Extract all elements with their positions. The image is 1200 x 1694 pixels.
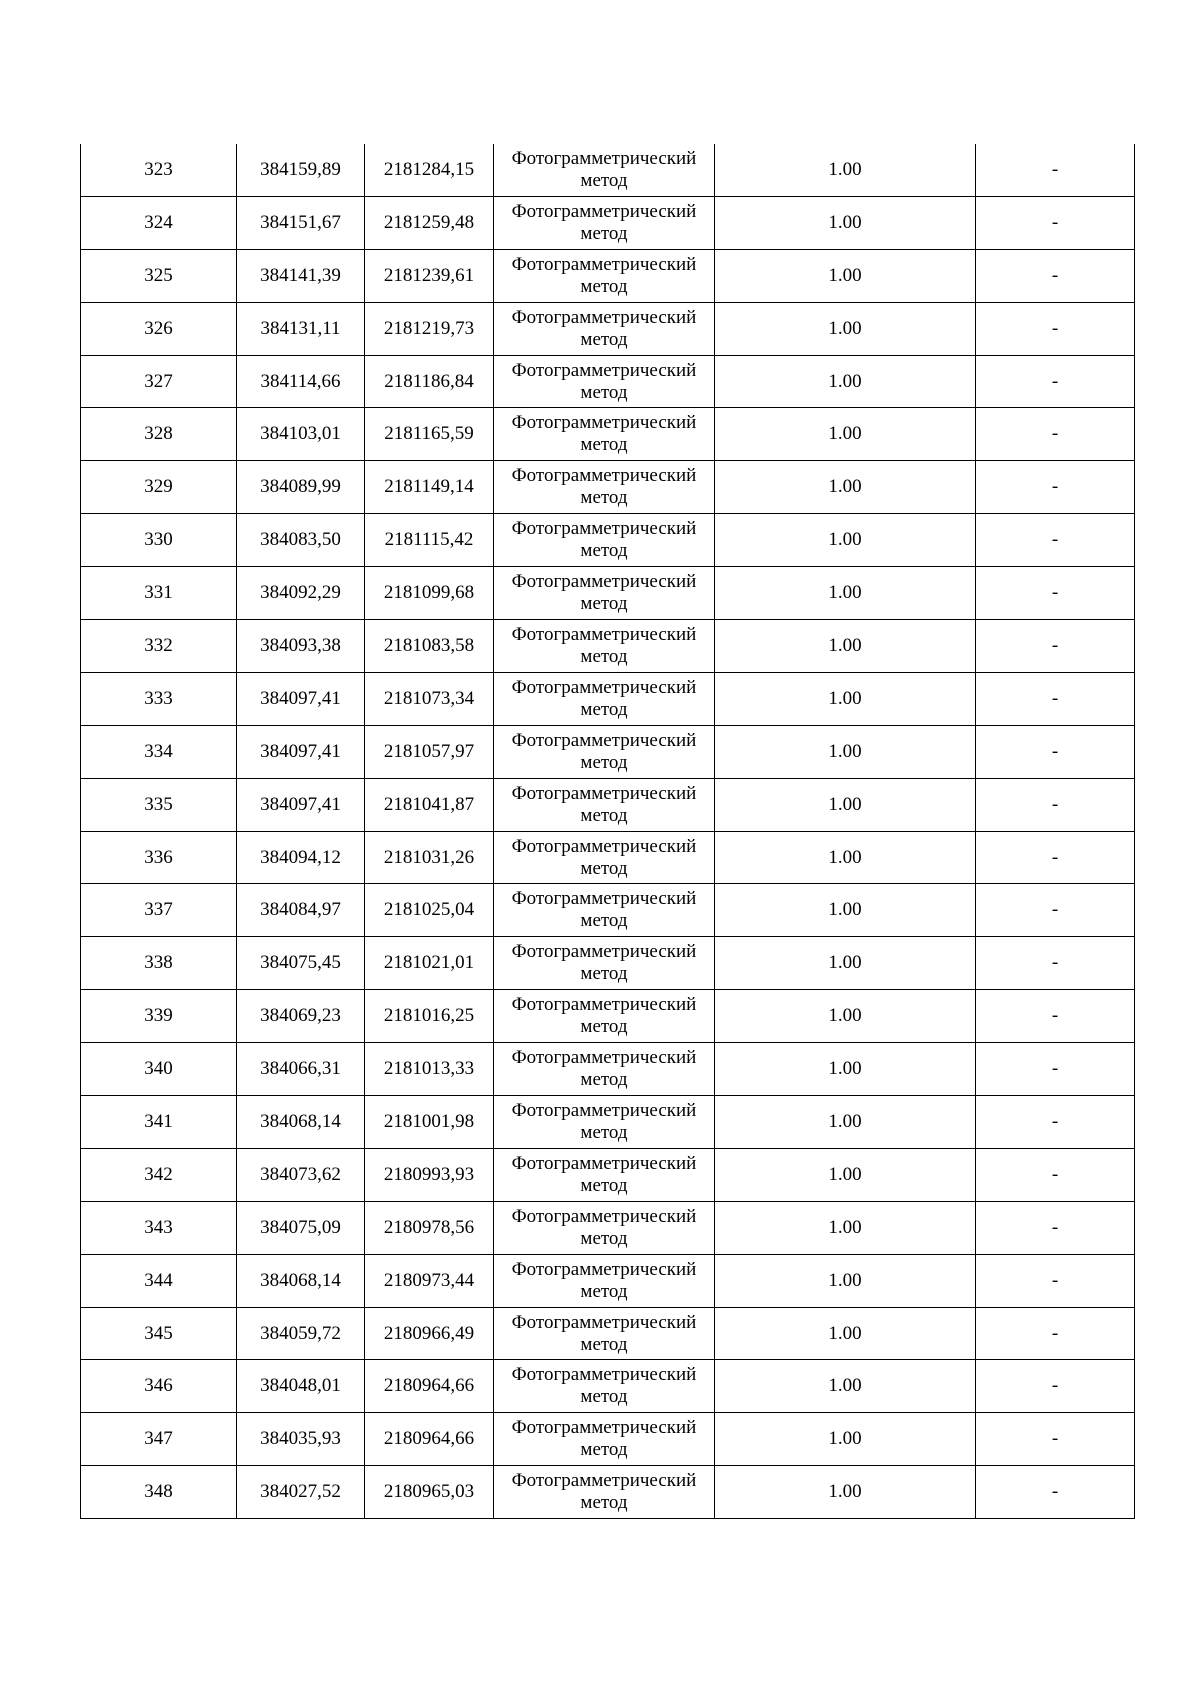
method-name-line: Фотограмметрический	[511, 306, 697, 328]
method-name-line: Фотограмметрический	[511, 1364, 697, 1386]
method-cell	[494, 1466, 715, 1519]
y-coordinate-cell: 2180993,93	[365, 1148, 494, 1201]
accuracy-cell: 1.00	[715, 1148, 976, 1201]
method-name-line: Фотограмметрический	[511, 676, 697, 698]
note-cell: -	[976, 725, 1135, 778]
coordinates-table-body	[81, 144, 1135, 1519]
x-coordinate-cell: 384048,01	[237, 1360, 365, 1413]
accuracy-cell: 1.00	[715, 831, 976, 884]
table-row	[81, 778, 1135, 831]
method-word-line: метод	[580, 593, 628, 615]
accuracy-cell: 1.00	[715, 302, 976, 355]
point-number-cell: 348	[81, 1466, 237, 1519]
note-cell: -	[976, 514, 1135, 567]
accuracy-cell: 1.00	[715, 408, 976, 461]
note-cell: -	[976, 461, 1135, 514]
y-coordinate-cell: 2181165,59	[365, 408, 494, 461]
accuracy-cell: 1.00	[715, 1360, 976, 1413]
accuracy-cell: 1.00	[715, 1307, 976, 1360]
note-cell: -	[976, 1254, 1135, 1307]
method-name-line: Фотограмметрический	[511, 1205, 697, 1227]
point-number-cell: 332	[81, 620, 237, 673]
x-coordinate-cell: 384068,14	[237, 1096, 365, 1149]
method-name-line: Фотограмметрический	[511, 200, 697, 222]
x-coordinate-cell: 384069,23	[237, 990, 365, 1043]
method-word-line: метод	[580, 751, 628, 773]
x-coordinate-cell: 384083,50	[237, 514, 365, 567]
point-number-cell: 323	[81, 144, 237, 196]
point-number-cell: 344	[81, 1254, 237, 1307]
table-row	[81, 408, 1135, 461]
table-row	[81, 144, 1135, 196]
method-cell	[494, 355, 715, 408]
method-cell	[494, 884, 715, 937]
accuracy-cell: 1.00	[715, 249, 976, 302]
note-cell: -	[976, 302, 1135, 355]
method-name-line: Фотограмметрический	[511, 1311, 697, 1333]
point-number-cell: 346	[81, 1360, 237, 1413]
x-coordinate-cell: 384035,93	[237, 1413, 365, 1466]
point-number-cell: 330	[81, 514, 237, 567]
method-name-line: Фотограмметрический	[511, 1099, 697, 1121]
accuracy-cell: 1.00	[715, 1043, 976, 1096]
accuracy-cell: 1.00	[715, 725, 976, 778]
method-cell	[494, 1201, 715, 1254]
y-coordinate-cell: 2181149,14	[365, 461, 494, 514]
note-cell: -	[976, 567, 1135, 620]
method-cell	[494, 461, 715, 514]
table-row	[81, 672, 1135, 725]
point-number-cell: 326	[81, 302, 237, 355]
point-number-cell: 333	[81, 672, 237, 725]
x-coordinate-cell: 384094,12	[237, 831, 365, 884]
x-coordinate-cell: 384093,38	[237, 620, 365, 673]
point-number-cell: 336	[81, 831, 237, 884]
table-row	[81, 937, 1135, 990]
accuracy-cell: 1.00	[715, 778, 976, 831]
note-cell: -	[976, 249, 1135, 302]
method-name-line: Фотограмметрический	[511, 1417, 697, 1439]
y-coordinate-cell: 2181239,61	[365, 249, 494, 302]
x-coordinate-cell: 384141,39	[237, 249, 365, 302]
method-name-line: Фотограмметрический	[511, 729, 697, 751]
note-cell: -	[976, 1096, 1135, 1149]
method-word-line: метод	[580, 1386, 628, 1408]
note-cell: -	[976, 144, 1135, 196]
x-coordinate-cell: 384097,41	[237, 672, 365, 725]
accuracy-cell: 1.00	[715, 1466, 976, 1519]
method-name-line: Фотограмметрический	[511, 941, 697, 963]
y-coordinate-cell: 2181186,84	[365, 355, 494, 408]
x-coordinate-cell: 384092,29	[237, 567, 365, 620]
method-word-line: метод	[580, 540, 628, 562]
method-name-line: Фотограмметрический	[511, 147, 697, 169]
y-coordinate-cell: 2180978,56	[365, 1201, 494, 1254]
method-word-line: метод	[580, 645, 628, 667]
y-coordinate-cell: 2181219,73	[365, 302, 494, 355]
y-coordinate-cell: 2181016,25	[365, 990, 494, 1043]
method-name-line: Фотограмметрический	[511, 465, 697, 487]
point-number-cell: 342	[81, 1148, 237, 1201]
method-word-line: метод	[580, 222, 628, 244]
y-coordinate-cell: 2180973,44	[365, 1254, 494, 1307]
y-coordinate-cell: 2181259,48	[365, 196, 494, 249]
y-coordinate-cell: 2181001,98	[365, 1096, 494, 1149]
point-number-cell: 341	[81, 1096, 237, 1149]
method-word-line: метод	[580, 434, 628, 456]
method-word-line: метод	[580, 275, 628, 297]
table-row	[81, 725, 1135, 778]
method-cell	[494, 1096, 715, 1149]
table-row	[81, 1360, 1135, 1413]
point-number-cell: 338	[81, 937, 237, 990]
accuracy-cell: 1.00	[715, 1254, 976, 1307]
y-coordinate-cell: 2180964,66	[365, 1413, 494, 1466]
note-cell: -	[976, 884, 1135, 937]
point-number-cell: 340	[81, 1043, 237, 1096]
x-coordinate-cell: 384151,67	[237, 196, 365, 249]
method-cell	[494, 144, 715, 196]
method-word-line: метод	[580, 910, 628, 932]
method-word-line: метод	[580, 1016, 628, 1038]
coordinates-table	[80, 144, 1135, 1519]
point-number-cell: 339	[81, 990, 237, 1043]
method-name-line: Фотограмметрический	[511, 571, 697, 593]
accuracy-cell: 1.00	[715, 1201, 976, 1254]
method-name-line: Фотограмметрический	[511, 518, 697, 540]
table-row	[81, 1096, 1135, 1149]
method-cell	[494, 1307, 715, 1360]
table-row	[81, 1043, 1135, 1096]
x-coordinate-cell: 384159,89	[237, 144, 365, 196]
x-coordinate-cell: 384073,62	[237, 1148, 365, 1201]
method-cell	[494, 725, 715, 778]
method-name-line: Фотограмметрический	[511, 994, 697, 1016]
x-coordinate-cell: 384066,31	[237, 1043, 365, 1096]
method-word-line: метод	[580, 804, 628, 826]
accuracy-cell: 1.00	[715, 990, 976, 1043]
accuracy-cell: 1.00	[715, 937, 976, 990]
method-cell	[494, 672, 715, 725]
method-cell	[494, 1254, 715, 1307]
table-row	[81, 831, 1135, 884]
method-cell	[494, 1148, 715, 1201]
method-word-line: метод	[580, 963, 628, 985]
x-coordinate-cell: 384059,72	[237, 1307, 365, 1360]
note-cell: -	[976, 408, 1135, 461]
method-word-line: метод	[580, 698, 628, 720]
point-number-cell: 331	[81, 567, 237, 620]
note-cell: -	[976, 1043, 1135, 1096]
note-cell: -	[976, 672, 1135, 725]
method-cell	[494, 778, 715, 831]
y-coordinate-cell: 2181099,68	[365, 567, 494, 620]
accuracy-cell: 1.00	[715, 620, 976, 673]
point-number-cell: 324	[81, 196, 237, 249]
method-word-line: метод	[580, 1280, 628, 1302]
y-coordinate-cell: 2181041,87	[365, 778, 494, 831]
method-name-line: Фотограмметрический	[511, 835, 697, 857]
y-coordinate-cell: 2181057,97	[365, 725, 494, 778]
y-coordinate-cell: 2180964,66	[365, 1360, 494, 1413]
accuracy-cell: 1.00	[715, 355, 976, 408]
method-name-line: Фотограмметрический	[511, 412, 697, 434]
y-coordinate-cell: 2181115,42	[365, 514, 494, 567]
note-cell: -	[976, 937, 1135, 990]
method-name-line: Фотограмметрический	[511, 359, 697, 381]
point-number-cell: 328	[81, 408, 237, 461]
method-cell	[494, 1360, 715, 1413]
table-row	[81, 249, 1135, 302]
x-coordinate-cell: 384089,99	[237, 461, 365, 514]
note-cell: -	[976, 1360, 1135, 1413]
point-number-cell: 347	[81, 1413, 237, 1466]
note-cell: -	[976, 778, 1135, 831]
method-cell	[494, 990, 715, 1043]
y-coordinate-cell: 2181031,26	[365, 831, 494, 884]
point-number-cell: 345	[81, 1307, 237, 1360]
accuracy-cell: 1.00	[715, 144, 976, 196]
x-coordinate-cell: 384075,45	[237, 937, 365, 990]
method-cell	[494, 408, 715, 461]
note-cell: -	[976, 990, 1135, 1043]
method-name-line: Фотограмметрический	[511, 253, 697, 275]
accuracy-cell: 1.00	[715, 1413, 976, 1466]
accuracy-cell: 1.00	[715, 1096, 976, 1149]
accuracy-cell: 1.00	[715, 514, 976, 567]
x-coordinate-cell: 384103,01	[237, 408, 365, 461]
table-row	[81, 990, 1135, 1043]
x-coordinate-cell: 384027,52	[237, 1466, 365, 1519]
method-name-line: Фотограмметрический	[511, 1470, 697, 1492]
method-name-line: Фотограмметрический	[511, 782, 697, 804]
table-row	[81, 302, 1135, 355]
method-word-line: метод	[580, 1492, 628, 1514]
accuracy-cell: 1.00	[715, 461, 976, 514]
method-word-line: метод	[580, 1333, 628, 1355]
x-coordinate-cell: 384084,97	[237, 884, 365, 937]
x-coordinate-cell: 384097,41	[237, 725, 365, 778]
method-name-line: Фотограмметрический	[511, 1258, 697, 1280]
y-coordinate-cell: 2181025,04	[365, 884, 494, 937]
y-coordinate-cell: 2181013,33	[365, 1043, 494, 1096]
method-cell	[494, 1043, 715, 1096]
accuracy-cell: 1.00	[715, 567, 976, 620]
note-cell: -	[976, 196, 1135, 249]
method-cell	[494, 249, 715, 302]
accuracy-cell: 1.00	[715, 884, 976, 937]
note-cell: -	[976, 1201, 1135, 1254]
y-coordinate-cell: 2181083,58	[365, 620, 494, 673]
method-word-line: метод	[580, 1121, 628, 1143]
method-name-line: Фотограмметрический	[511, 623, 697, 645]
table-row	[81, 1307, 1135, 1360]
method-cell	[494, 937, 715, 990]
method-word-line: метод	[580, 1227, 628, 1249]
point-number-cell: 335	[81, 778, 237, 831]
note-cell: -	[976, 831, 1135, 884]
y-coordinate-cell: 2180965,03	[365, 1466, 494, 1519]
method-cell	[494, 1413, 715, 1466]
x-coordinate-cell: 384097,41	[237, 778, 365, 831]
table-row	[81, 1466, 1135, 1519]
note-cell: -	[976, 355, 1135, 408]
method-word-line: метод	[580, 328, 628, 350]
table-row	[81, 196, 1135, 249]
method-cell	[494, 831, 715, 884]
note-cell: -	[976, 1466, 1135, 1519]
x-coordinate-cell: 384068,14	[237, 1254, 365, 1307]
y-coordinate-cell: 2180966,49	[365, 1307, 494, 1360]
note-cell: -	[976, 1413, 1135, 1466]
method-word-line: метод	[580, 381, 628, 403]
x-coordinate-cell: 384131,11	[237, 302, 365, 355]
table-row	[81, 355, 1135, 408]
note-cell: -	[976, 1307, 1135, 1360]
point-number-cell: 327	[81, 355, 237, 408]
accuracy-cell: 1.00	[715, 672, 976, 725]
table-row	[81, 884, 1135, 937]
point-number-cell: 329	[81, 461, 237, 514]
y-coordinate-cell: 2181073,34	[365, 672, 494, 725]
method-word-line: метод	[580, 1439, 628, 1461]
method-name-line: Фотограмметрический	[511, 1047, 697, 1069]
method-cell	[494, 567, 715, 620]
y-coordinate-cell: 2181021,01	[365, 937, 494, 990]
y-coordinate-cell: 2181284,15	[365, 144, 494, 196]
method-cell	[494, 302, 715, 355]
table-row	[81, 567, 1135, 620]
method-name-line: Фотограмметрический	[511, 888, 697, 910]
x-coordinate-cell: 384075,09	[237, 1201, 365, 1254]
method-word-line: метод	[580, 1069, 628, 1091]
method-cell	[494, 514, 715, 567]
point-number-cell: 343	[81, 1201, 237, 1254]
table-row	[81, 1254, 1135, 1307]
table-row	[81, 514, 1135, 567]
method-word-line: метод	[580, 857, 628, 879]
method-cell	[494, 196, 715, 249]
x-coordinate-cell: 384114,66	[237, 355, 365, 408]
point-number-cell: 337	[81, 884, 237, 937]
table-row	[81, 461, 1135, 514]
table-row	[81, 1413, 1135, 1466]
note-cell: -	[976, 1148, 1135, 1201]
method-word-line: метод	[580, 487, 628, 509]
table-row	[81, 1148, 1135, 1201]
method-cell	[494, 620, 715, 673]
point-number-cell: 325	[81, 249, 237, 302]
point-number-cell: 334	[81, 725, 237, 778]
table-row	[81, 1201, 1135, 1254]
method-word-line: метод	[580, 1174, 628, 1196]
note-cell: -	[976, 620, 1135, 673]
accuracy-cell: 1.00	[715, 196, 976, 249]
table-row	[81, 620, 1135, 673]
method-name-line: Фотограмметрический	[511, 1152, 697, 1174]
method-word-line: метод	[580, 169, 628, 191]
